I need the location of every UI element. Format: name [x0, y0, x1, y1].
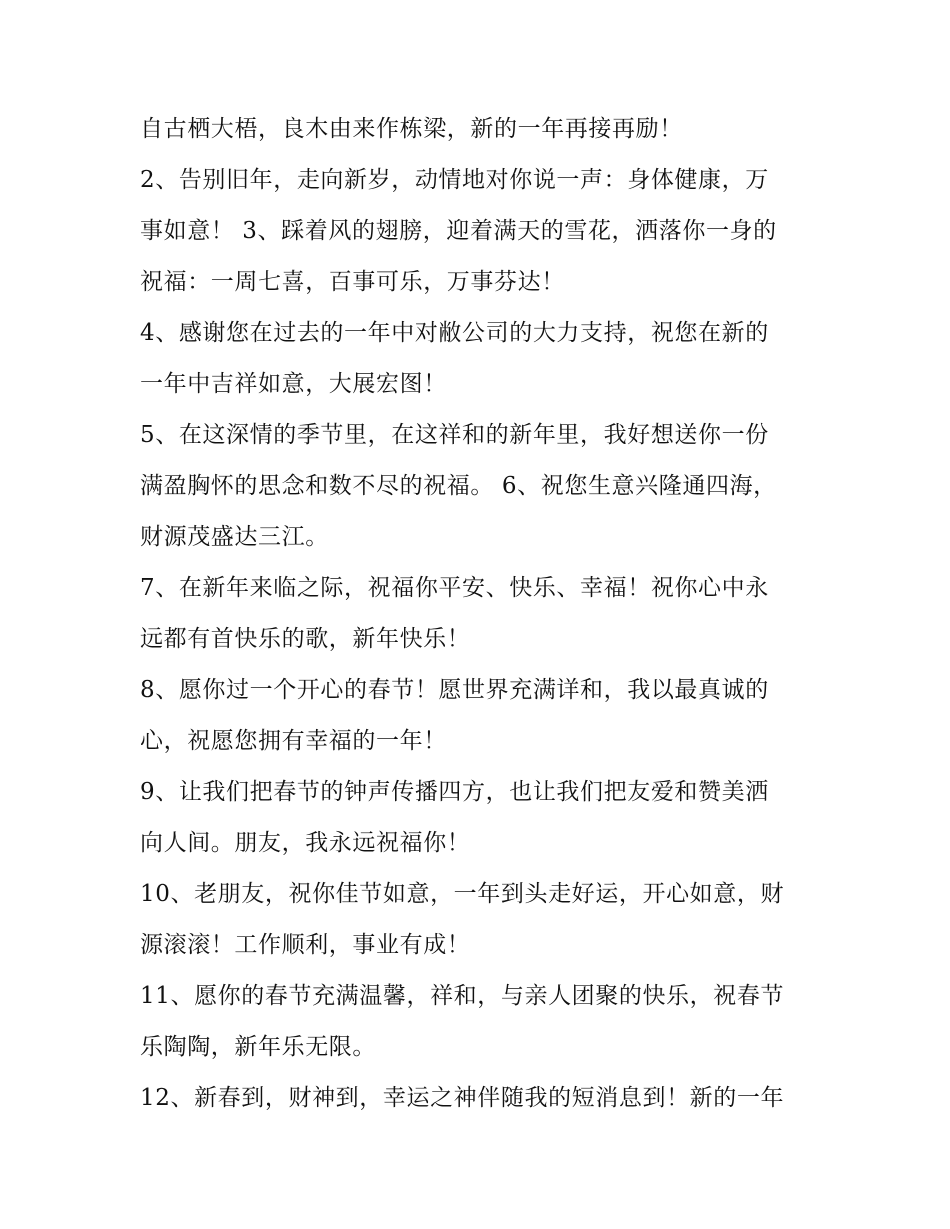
text-line: 一年中吉祥如意，大展宏图！ — [140, 371, 447, 397]
text-line: 财源茂盛达三江。 — [140, 524, 329, 550]
text-line: 7、在新年来临之际，祝福你平安、快乐、幸福！祝你心中永 — [140, 575, 769, 601]
text-line: 12、新春到，财神到，幸运之神伴随我的短消息到！新的一年 — [140, 1085, 785, 1111]
text-line: 5、在这深情的季节里，在这祥和的新年里，我好想送你一份 — [140, 422, 769, 448]
document-page — [140, 104, 820, 1124]
text-line: 满盈胸怀的思念和数不尽的祝福。 6、祝您生意兴隆通四海， — [140, 473, 777, 499]
text-line: 8、愿你过一个开心的春节！愿世界充满详和，我以最真诚的 — [140, 677, 769, 703]
text-line: 远都有首快乐的歌，新年快乐！ — [140, 626, 471, 652]
text-line: 源滚滚！工作顺利，事业有成！ — [140, 932, 471, 958]
text-line: 自古栖大梧，良木由来作栋梁，新的一年再接再励！ — [140, 116, 683, 142]
text-line: 事如意！ 3、踩着风的翅膀，迎着满天的雪花，洒落你一身的 — [140, 218, 777, 244]
text-line: 乐陶陶，新年乐无限。 — [140, 1034, 376, 1060]
text-line: 心，祝愿您拥有幸福的一年！ — [140, 728, 447, 754]
text-line: 向人间。朋友，我永远祝福你！ — [140, 830, 471, 856]
text-line: 祝福：一周七喜，百事可乐，万事芬达！ — [140, 269, 565, 295]
text-line: 11、愿你的春节充满温馨，祥和，与亲人团聚的快乐，祝春节 — [140, 983, 785, 1009]
text-line: 2、告别旧年，走向新岁，动情地对你说一声：身体健康，万 — [140, 167, 769, 193]
text-line: 9、让我们把春节的钟声传播四方，也让我们把友爱和赞美洒 — [140, 779, 769, 805]
text-line: 4、感谢您在过去的一年中对敝公司的大力支持，祝您在新的 — [140, 320, 769, 346]
text-line: 10、老朋友，祝你佳节如意，一年到头走好运，开心如意，财 — [140, 881, 785, 907]
